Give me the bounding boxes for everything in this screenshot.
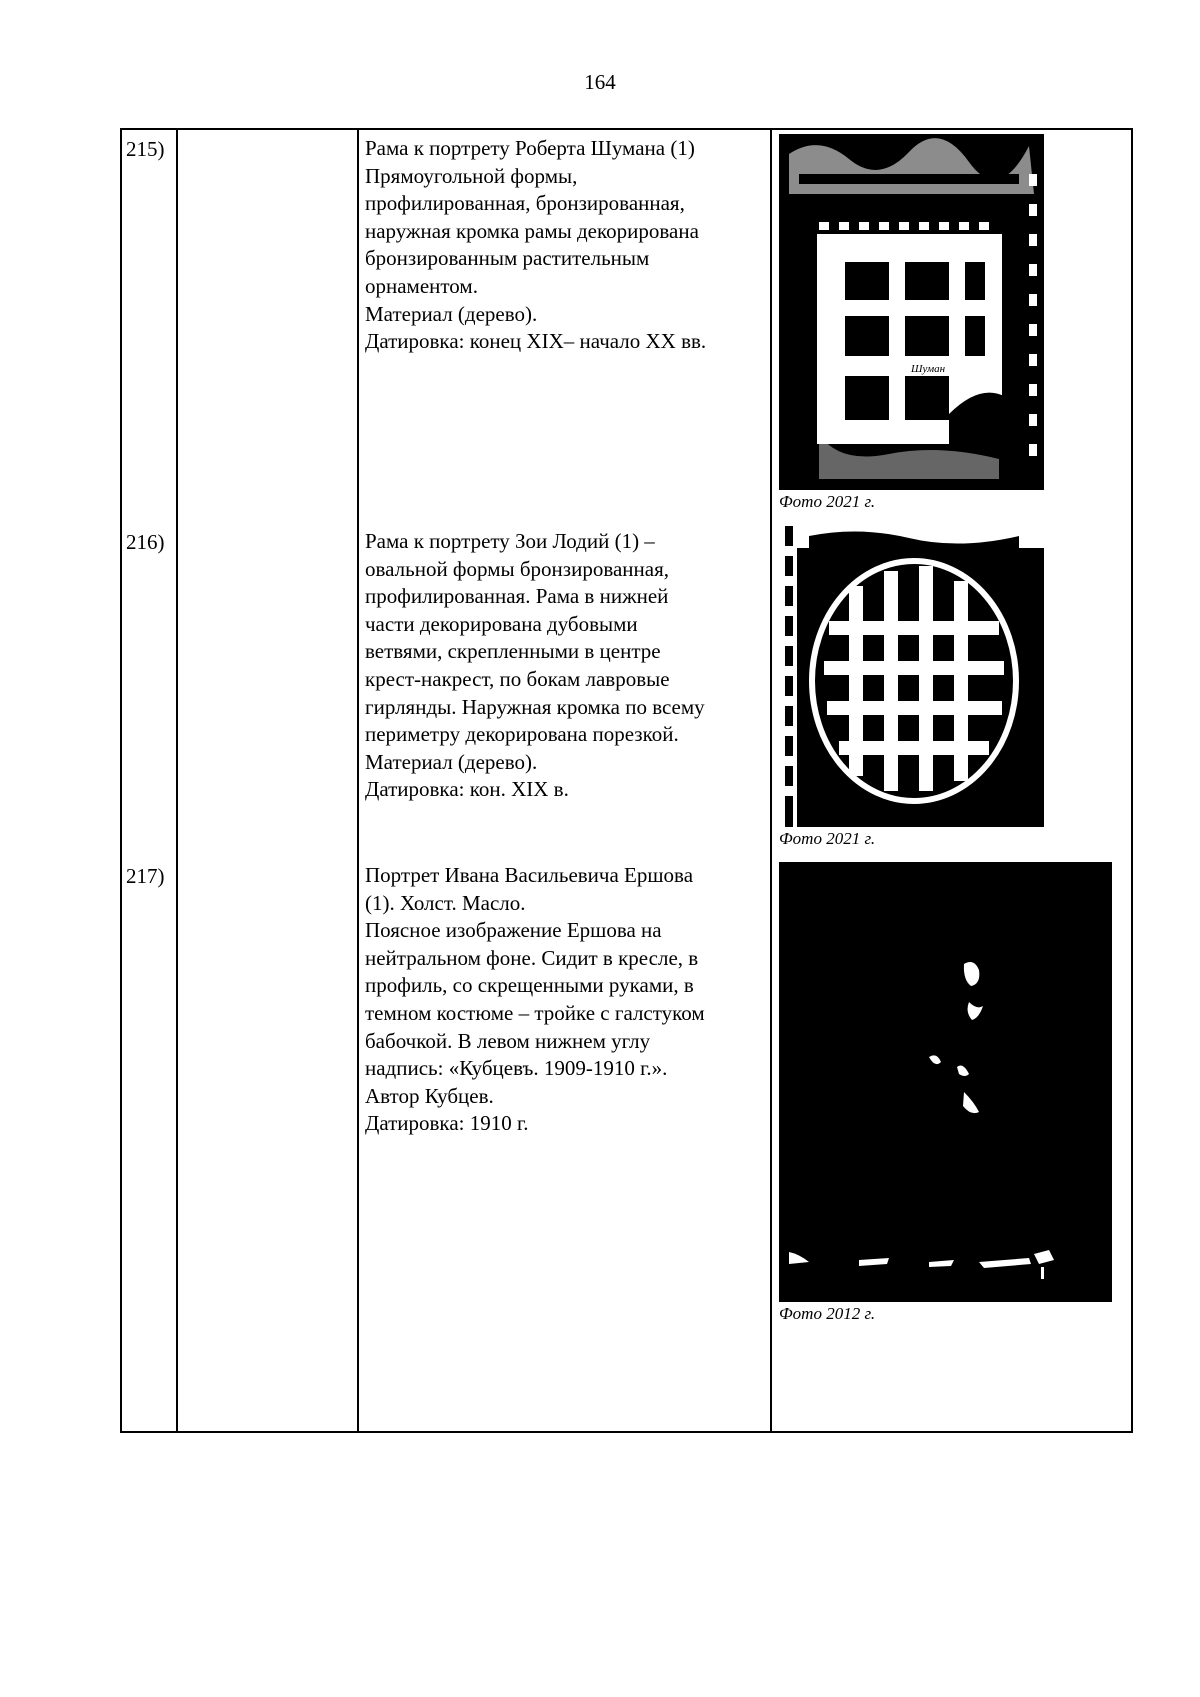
entry-number: 215) [126,137,165,161]
column-divider [176,128,178,1433]
description-line: Материал (дерево). [365,301,538,326]
description-line: темном костюме – тройке с галстуком [365,1000,705,1025]
photo-caption: Фото 2021 г. [779,829,876,848]
description-line: Портрет Ивана Васильевича Ершова [365,863,694,887]
description-line: периметру декорирована порезкой. [365,722,679,747]
description-line: бронзированным растительным [365,246,650,271]
description-line: профилированная. Рама в нижней [365,584,669,609]
entry-description [365,528,770,804]
description-line: Рама к портрету Роберта Шумана (1) [365,136,695,160]
description-line: части декорирована дубовыми [365,611,638,636]
entry-number: 217) [126,864,165,888]
description-line: (1). Холст. Масло. [365,890,526,915]
column-divider [770,128,772,1433]
photo-caption: Фото 2021 г. [779,492,876,511]
description-line: Материал (дерево). [365,749,538,774]
entry-description [365,135,770,356]
description-line: Прямоугольной формы, [365,163,578,188]
description-line: крест-накрест, по бокам лавровые [365,666,670,691]
page-number: 164 [584,70,616,94]
entry-number: 216) [126,530,165,554]
description-line: Рама к портрету Зои Лодий (1) – [365,529,655,553]
description-line: ветвями, скрепленными в центре [365,639,661,664]
photo-caption: Фото 2012 г. [779,1304,876,1323]
description-line: овальной формы бронзированная, [365,556,669,581]
description-line: нейтральном фоне. Сидит в кресле, в [365,945,699,970]
description-line: бабочкой. В левом нижнем углу [365,1028,651,1053]
entry-description [365,862,770,1138]
frame-photo-lodii [779,526,1044,827]
description-line: Поясное изображение Ершова на [365,918,662,943]
photo-inscription: Шуман [911,363,946,375]
description-line: орнаментом. [365,273,478,298]
description-line: надпись: «Кубцевъ. 1909-1910 г.». [365,1056,668,1081]
description-line: наружная кромка рамы декорирована [365,218,699,243]
frame-photo-schumann [779,134,1044,490]
description-line: Автор Кубцев. [365,1083,494,1108]
description-line: профилированная, бронзированная, [365,191,685,216]
description-line: Датировка: кон. XIX в. [365,777,569,802]
column-divider [357,128,359,1433]
portrait-photo-ershov [779,862,1112,1302]
description-line: гирлянды. Наружная кромка по всему [365,694,705,719]
description-line: Датировка: конец XIX– начало XX вв. [365,329,707,354]
description-line: профиль, со скрещенными руками, в [365,973,694,998]
description-line: Датировка: 1910 г. [365,1111,529,1136]
